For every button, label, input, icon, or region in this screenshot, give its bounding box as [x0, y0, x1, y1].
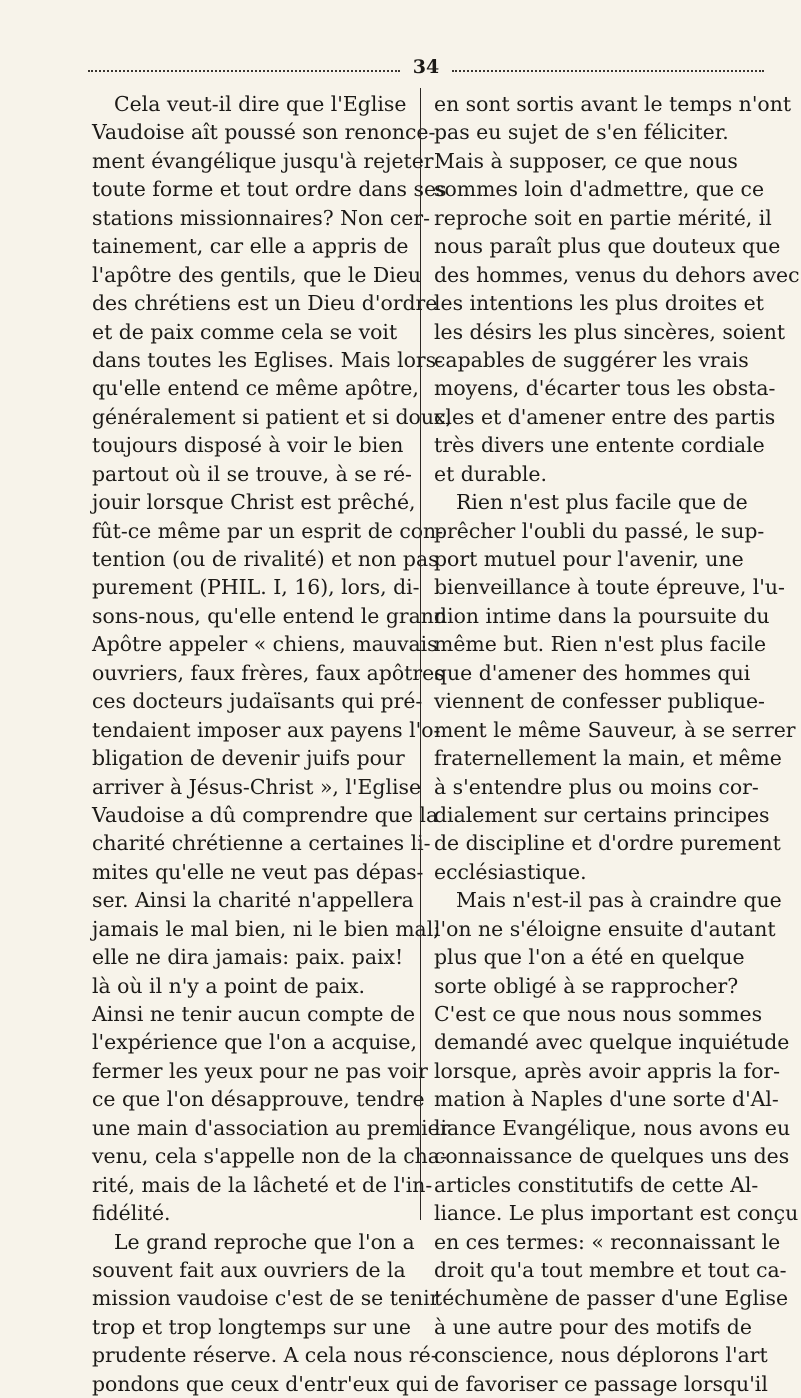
text-line: toute forme et tout ordre dans ses: [92, 177, 447, 202]
text-line: jouir lorsque Christ est prêché,: [92, 490, 416, 515]
text-line: Apôtre appeler « chiens, mauvais: [92, 632, 438, 657]
header-rule-right: [452, 70, 764, 72]
text-line: tendaient imposer aux payens l'o-: [92, 717, 441, 742]
text-line: souvent fait aux ouvriers de la: [92, 1257, 406, 1282]
text-line: les désirs les plus sincères, soient: [434, 319, 786, 344]
text-line: demandé avec quelque inquiétude: [434, 1030, 790, 1055]
text-line: port mutuel pour l'avenir, une: [434, 547, 744, 571]
text-line: sons-nous, qu'elle entend le grand: [92, 603, 447, 628]
text-line: stations missionnaires? Non cer-: [92, 205, 430, 230]
text-line: moyens, d'écarter tous les obsta-: [434, 376, 776, 401]
text-line: là où il n'y a point de paix.: [92, 973, 365, 998]
text-line: tention (ou de rivalité) et non pas: [92, 547, 439, 571]
text-line: ser. Ainsi la charité n'appellera: [92, 888, 414, 913]
column-divider: [420, 88, 421, 1220]
text-line: très divers une entente cordiale: [434, 433, 765, 458]
text-line: Le grand reproche que l'on a: [114, 1229, 415, 1254]
text-line: capables de suggérer les vrais: [434, 347, 749, 372]
text-line: Mais n'est-il pas à craindre que: [456, 888, 782, 913]
text-line: mission vaudoise c'est de se tenir: [92, 1286, 440, 1311]
text-line: à une autre pour des motifs de: [434, 1314, 752, 1339]
text-line: en ces termes: « reconnaissant le: [434, 1229, 781, 1254]
text-line: prêcher l'oubli du passé, le sup-: [434, 518, 765, 543]
text-line: ment le même Sauveur, à se serrer: [434, 717, 796, 742]
text-line: dans toutes les Eglises. Mais lors-: [92, 347, 443, 372]
text-line: fraternellement la main, et même: [434, 746, 782, 771]
text-line: dialement sur certains principes: [434, 802, 770, 827]
text-line: lorsque, après avoir appris la for-: [434, 1058, 780, 1083]
text-line: téchumène de passer d'une Eglise: [434, 1286, 789, 1311]
text-line: que d'amener des hommes qui: [434, 660, 751, 685]
text-line: Rien n'est plus facile que de: [456, 490, 748, 515]
text-line: charité chrétienne a certaines li-: [92, 831, 431, 856]
text-line: à s'entendre plus ou moins cor-: [434, 774, 759, 799]
text-line: Vaudoise aît poussé son renonce-: [92, 120, 436, 145]
text-line: Cela veut-il dire que l'Eglise: [114, 92, 407, 116]
text-line: arriver à Jésus-Christ », l'Eglise: [92, 774, 422, 799]
text-line: sorte obligé à se rapprocher?: [434, 973, 739, 998]
text-line: liance. Le plus important est conçu: [434, 1201, 799, 1226]
text-line: de discipline et d'ordre purement: [434, 831, 781, 856]
text-line: ouvriers, faux frères, faux apôtres: [92, 660, 445, 685]
text-line: nion intime dans la poursuite du: [434, 603, 770, 628]
text-line: en sont sortis avant le temps n'ont: [434, 92, 792, 116]
text-line: bligation de devenir juifs pour: [92, 746, 405, 771]
text-line: purement (PHIL. I, 16), lors, di-: [92, 575, 420, 600]
text-line: ecclésiastique.: [434, 859, 587, 884]
text-line: ce que l'on désapprouve, tendre: [92, 1087, 425, 1112]
text-line: mites qu'elle ne veut pas dépas-: [92, 859, 424, 884]
text-line: droit qu'a tout membre et tout ca-: [434, 1257, 787, 1282]
text-line: une main d'association au premier: [92, 1115, 450, 1140]
text-line: liance Evangélique, nous avons eu: [434, 1115, 791, 1140]
text-line: l'apôtre des gentils, que le Dieu: [92, 262, 421, 287]
text-line: ment évangélique jusqu'à rejeter: [92, 148, 434, 173]
text-column-right: [434, 90, 800, 1398]
text-line: tainement, car elle a appris de: [92, 234, 409, 259]
page-number: 34: [412, 56, 440, 78]
text-line: cles et d'amener entre des partis: [434, 404, 776, 429]
text-line: même but. Rien n'est plus facile: [434, 632, 767, 657]
text-line: elle ne dira jamais: paix. paix!: [92, 945, 404, 970]
text-line: les intentions les plus droites et: [434, 291, 764, 316]
text-line: viennent de confesser publique-: [434, 689, 765, 714]
text-line: bienveillance à toute épreuve, l'u-: [434, 575, 785, 600]
text-line: des chrétiens est un Dieu d'ordre: [92, 291, 438, 316]
text-line: connaissance de quelques uns des: [434, 1144, 790, 1169]
text-line: reproche soit en partie mérité, il: [434, 205, 772, 230]
text-line: Mais à supposer, ce que nous: [434, 148, 738, 173]
text-line: jamais le mal bien, ni le bien mal;: [92, 916, 441, 941]
text-line: venu, cela s'appelle non de la cha-: [92, 1144, 447, 1169]
text-line: pas eu sujet de s'en féliciter.: [434, 120, 729, 145]
text-line: plus que l'on a été en quelque: [434, 945, 745, 970]
text-line: sommes loin d'admettre, que ce: [434, 177, 765, 202]
text-line: Vaudoise a dû comprendre que la: [92, 802, 439, 827]
text-line: l'expérience que l'on a acquise,: [92, 1030, 417, 1055]
text-line: l'on ne s'éloigne ensuite d'autant: [434, 916, 776, 941]
text-line: et de paix comme cela se voit: [92, 319, 398, 344]
text-column-left: [92, 90, 452, 1398]
text-line: et durable.: [434, 461, 547, 486]
text-line: articles constitutifs de cette Al-: [434, 1172, 759, 1197]
text-line: Ainsi ne tenir aucun compte de: [92, 1002, 416, 1026]
text-line: nous paraît plus que douteux que: [434, 234, 781, 259]
text-line: fidélité.: [92, 1201, 171, 1226]
text-line: qu'elle entend ce même apôtre,: [92, 376, 419, 401]
text-line: prudente réserve. A cela nous ré-: [92, 1343, 438, 1368]
text-line: trop et trop longtemps sur une: [92, 1314, 411, 1339]
text-line: C'est ce que nous nous sommes: [434, 1002, 763, 1026]
text-line: conscience, nous déplorons l'art: [434, 1343, 768, 1368]
text-line: toujours disposé à voir le bien: [92, 433, 404, 458]
text-line: partout où il se trouve, à se ré-: [92, 461, 412, 486]
text-line: des hommes, venus du dehors avec: [434, 262, 800, 287]
text-line: généralement si patient et si doux,: [92, 404, 452, 429]
text-line: de favoriser ce passage lorsqu'il: [434, 1371, 768, 1396]
text-line: ces docteurs judaïsants qui pré-: [92, 689, 423, 714]
text-line: pondons que ceux d'entr'eux qui: [92, 1371, 429, 1396]
text-line: fût-ce même par un esprit de con-: [92, 518, 444, 543]
page-header: [88, 56, 764, 82]
text-line: fermer les yeux pour ne pas voir: [92, 1058, 428, 1083]
text-line: mation à Naples d'une sorte d'Al-: [434, 1087, 779, 1112]
text-line: rité, mais de la lâcheté et de l'in-: [92, 1172, 433, 1197]
